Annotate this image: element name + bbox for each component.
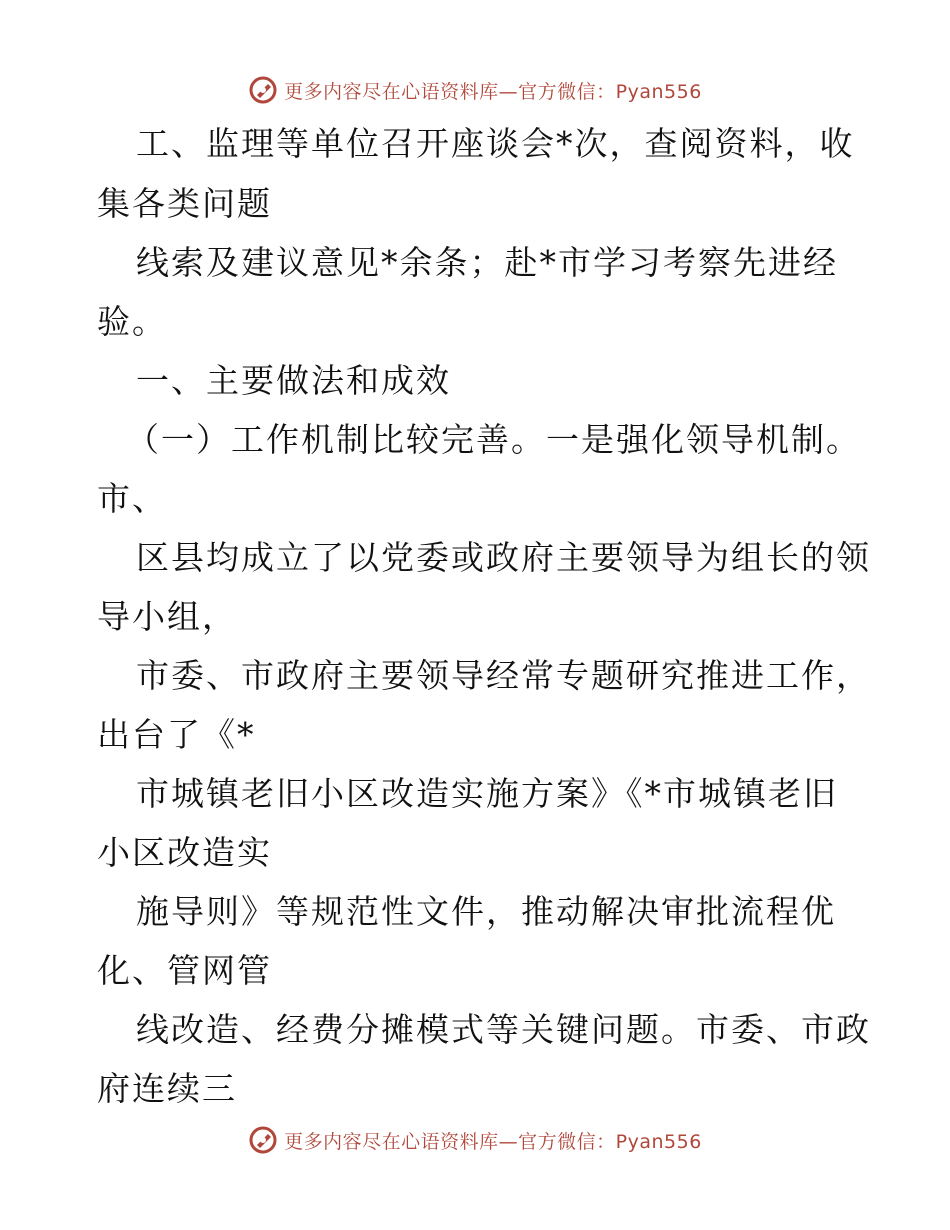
text-line: 导小组， bbox=[97, 597, 237, 636]
text-line: 集各类问题 bbox=[97, 184, 272, 223]
text-line: 出台了《* bbox=[97, 715, 256, 754]
text-line: 线索及建议意见*余条；赴*市学习考察先进经 bbox=[136, 243, 838, 282]
text-line: 市、 bbox=[97, 479, 167, 518]
watermark-header bbox=[0, 70, 950, 110]
pen-seal-icon bbox=[248, 75, 278, 105]
text-line: 线改造、经费分摊模式等关键问题。市委、市政 bbox=[136, 1010, 871, 1049]
text-line: 市城镇老旧小区改造实施方案》《*市城镇老旧 bbox=[136, 774, 838, 813]
watermark-text: 更多内容尽在心语资料库—官方微信：Pyan556 bbox=[284, 1130, 702, 1153]
text-line: 府连续三 bbox=[97, 1069, 237, 1108]
text-line: 市委、市政府主要领导经常专题研究推进工作， bbox=[136, 656, 871, 695]
text-line: 小区改造实 bbox=[97, 833, 272, 872]
text-line: 验。 bbox=[97, 302, 167, 341]
subsection-heading: （一）工作机制比较完善。一是强化领导机制。 bbox=[126, 420, 861, 459]
text-line: 区县均成立了以党委或政府主要领导为组长的领 bbox=[136, 538, 871, 577]
text-line: 施导则》等规范性文件，推动解决审批流程优 bbox=[136, 892, 836, 931]
text-line: 工、监理等单位召开座谈会*次，查阅资料，收 bbox=[136, 124, 855, 163]
pen-seal-icon bbox=[248, 1125, 278, 1155]
section-heading: 一、主要做法和成效 bbox=[136, 361, 451, 400]
watermark-text: 更多内容尽在心语资料库—官方微信：Pyan556 bbox=[284, 80, 702, 103]
watermark-footer bbox=[0, 1120, 950, 1160]
text-line: 化、管网管 bbox=[97, 951, 272, 990]
